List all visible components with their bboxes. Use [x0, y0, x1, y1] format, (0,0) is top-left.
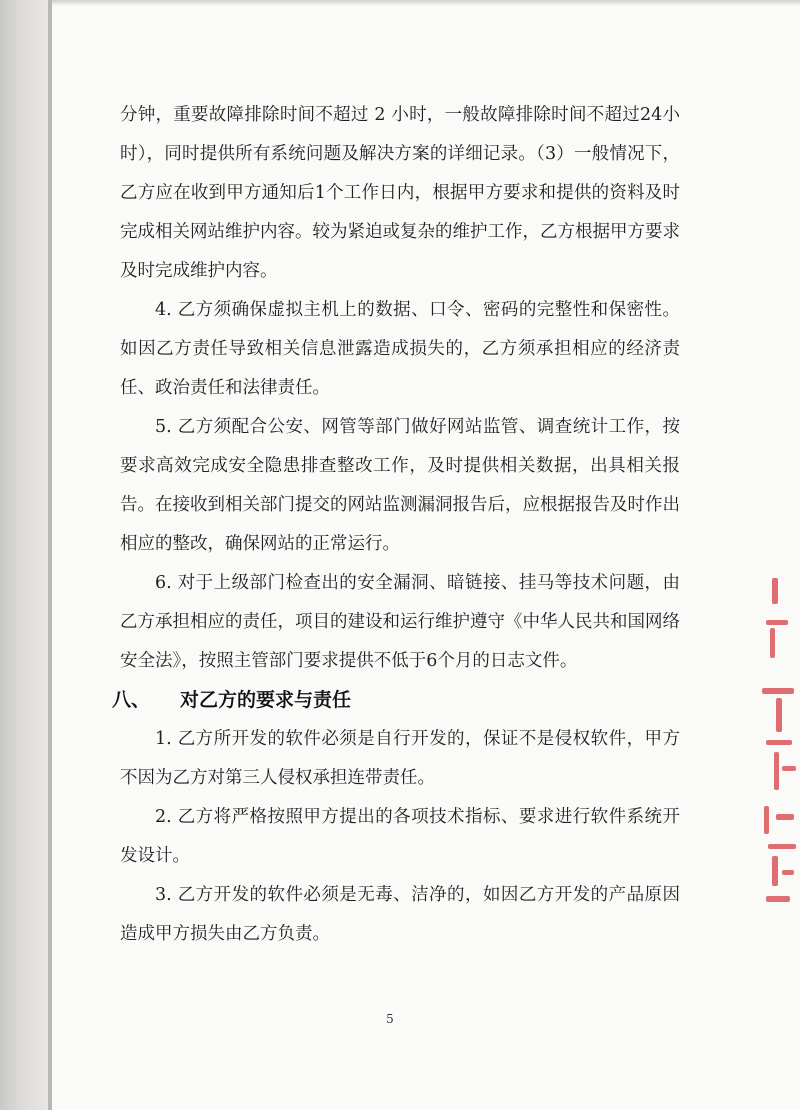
seal-stamp-edge [752, 570, 800, 920]
section-number: 八、 [112, 689, 151, 711]
section-item-2: 2. 乙方将严格按照甲方提出的各项技术指标、要求进行软件系统开发设计。 [120, 807, 680, 866]
binding-shadow [0, 0, 52, 1110]
section-item-3: 3. 乙方开发的软件必须是无毒、洁净的，如因乙方开发的产品原因造成甲方损失由乙方负责。 [120, 885, 680, 944]
section-item-1: 1. 乙方所开发的软件必须是自行开发的，保证不是侵权软件，甲方不因为乙方对第三人侵权承担连带责任。 [120, 729, 680, 788]
paragraph-item-5: 5. 乙方须配合公安、网管等部门做好网站监管、调查统计工作，按要求高效完成安全隐患排查整改工作，及时提供相关数据，出具相关报告。在接收到相关部门提交的网站监测漏洞报告后，应根据报告及时作出相应的整改，确保网站的正常运行。 [120, 417, 680, 554]
page-top-shadow [52, 0, 800, 6]
section-heading [112, 681, 680, 720]
document-body [112, 96, 680, 954]
paragraph-continuation: 分钟，重要故障排除时间不超过 2 小时，一般故障排除时间不超过24小时），同时提供所有系统问题及解决方案的详细记录。（3）一般情况下，乙方应在收到甲方通知后1个工作日内，根据甲方要求和提供的资料及时完成相关网站维护内容。较为紧迫或复杂的维护工作，乙方根据甲方要求及时完成维护内容。 [120, 105, 680, 281]
paragraph-item-6: 6. 对于上级部门检查出的安全漏洞、暗链接、挂马等技术问题，由乙方承担相应的责任，项目的建设和运行维护遵守《中华人民共和国网络安全法》，按照主管部门要求提供不低于6个月的日志文件。 [120, 573, 680, 671]
seal-stamp-graphic [752, 570, 800, 920]
section-title: 对乙方的要求与责任 [180, 689, 352, 711]
page-number: 5 [386, 1012, 394, 1026]
paragraph-item-4: 4. 乙方须确保虚拟主机上的数据、口令、密码的完整性和保密性。如因乙方责任导致相关信息泄露造成损失的，乙方须承担相应的经济责任、政治责任和法律责任。 [120, 300, 680, 398]
